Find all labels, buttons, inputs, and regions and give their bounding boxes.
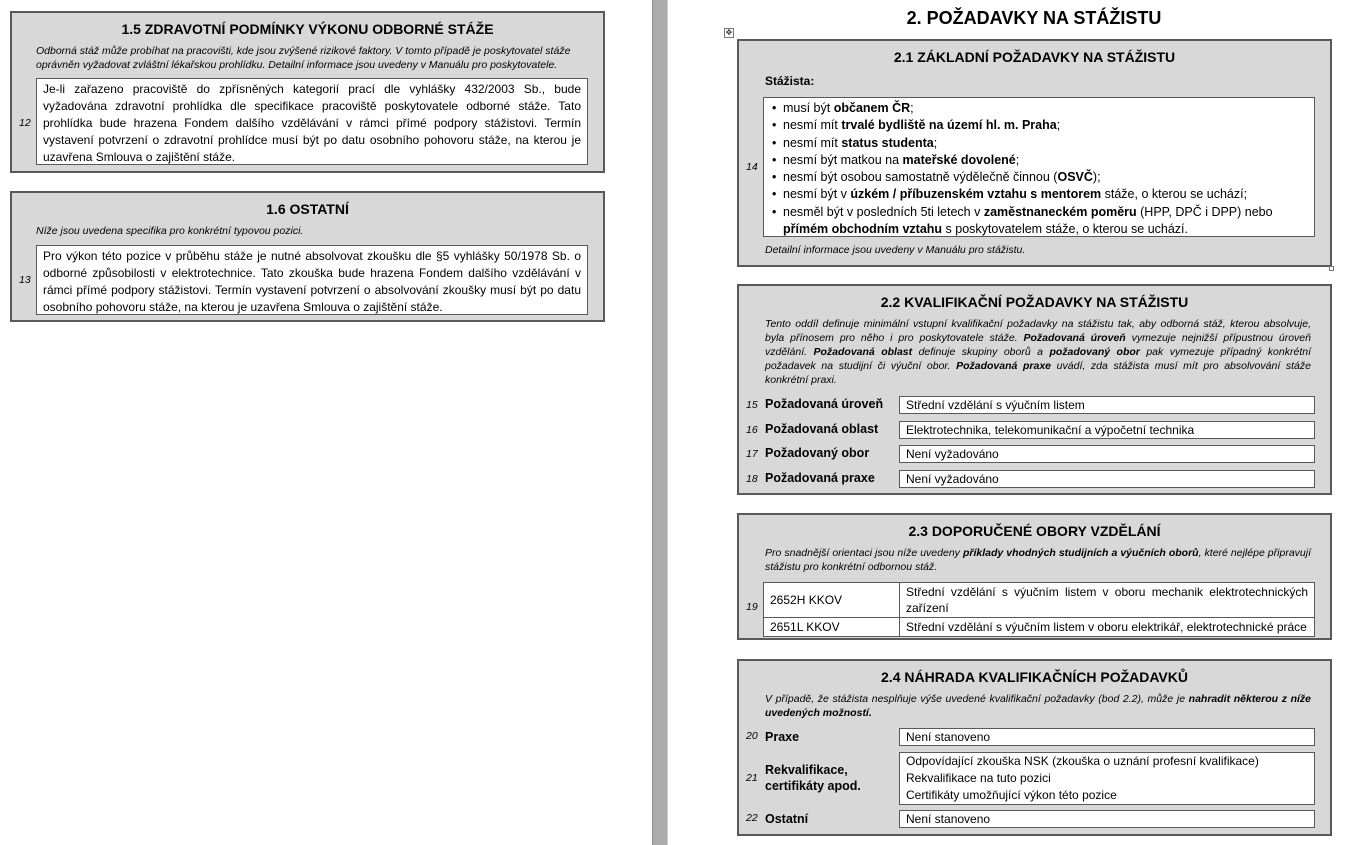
section-subtitle: Stážista: <box>765 74 815 88</box>
field-value: Není vyžadováno <box>899 470 1315 488</box>
section-title: 2.2 KVALIFIKAČNÍ POŽADAVKY NA STÁŽISTU <box>880 294 1189 310</box>
section-text: Je-li zařazeno pracoviště do zpřísněných kategorií prací dle vyhlášky 432/2003 Sb., bude vyžadována zdravotní prohlídka dle specifikace pracoviště poskytovatele odborné stáže. Tato prohlídka bude hrazena Fondem dalšího vzdělávání v rámci přímé podpory stážistovi. Termín vystavení potvrzení o zdravotní prohlídce musí být po datu osobního pohovoru stáže, na kterou je uzavřena Smlouva o zajištění stáže. <box>43 82 581 164</box>
field-value: Elektrotechnika, telekomunikační a výpočetní technika <box>899 421 1315 439</box>
section-intro <box>765 546 1311 574</box>
section-intro <box>765 692 1311 720</box>
field-line: Certifikáty umožňující výkon této pozice <box>906 788 1117 802</box>
requirements-list <box>764 98 1314 238</box>
text-run: pak vymezuje případný konkrétní požadavek na studijní či výuční obor. <box>765 346 1311 372</box>
field-value: Střední vzdělání s výučním listem <box>899 396 1315 414</box>
section-intro <box>765 317 1311 387</box>
row-number: 19 <box>746 601 758 613</box>
field-label: Požadovaná praxe <box>765 470 875 485</box>
field-label: Požadovaná úroveň <box>765 397 884 411</box>
text-run: ; <box>1056 118 1061 133</box>
section-2-1 <box>737 39 1332 267</box>
field-label: Požadovaný obor <box>765 446 870 460</box>
row-number: 15 <box>746 399 758 411</box>
row-number: 13 <box>19 274 31 286</box>
bold-text: OSVČ <box>1057 170 1093 185</box>
text-run: definuje skupiny oborů a <box>912 346 1050 358</box>
requirement-item <box>772 135 1314 152</box>
section-1-6 <box>10 191 605 322</box>
text-run: musí být <box>783 101 834 115</box>
code-cell: 2652H KKOV <box>764 583 900 618</box>
code-cell: 2651L KKOV <box>764 618 900 637</box>
row-number: 17 <box>746 448 758 460</box>
section-text: Pro výkon této pozice v průběhu stáže je nutné absolvovat zkoušku dle §5 vyhlášky 50/1978 Sb. o odborné způsobilosti v elektrotechnice. Tato zkouška bude hrazena Fondem dalšího vzdělávání v rámci přímé podpory stážistovi. Termín vystavení potvrzení o absolvování zkoušky musí být po datu osobního pohovoru stáže, na kterou je uzavřena Smlouva o zajištění stáže. <box>43 249 581 314</box>
bold-text: požadovaný obor <box>1049 346 1140 358</box>
bold-text: status studenta <box>841 135 934 150</box>
row-number: 22 <box>746 812 758 824</box>
text-run: (HPP, DPČ i DPP) nebo <box>1136 204 1273 219</box>
section-2-4 <box>737 659 1332 836</box>
row-number: 14 <box>746 161 758 173</box>
text-run: nesmí mít <box>783 135 842 150</box>
description-cell: Střední vzdělání s výučním listem v oboru elektrikář, elektrotechnické práce <box>900 618 1315 637</box>
field-line: Není stanoveno <box>906 812 991 826</box>
field-label: Ostatní <box>765 812 809 826</box>
text-run: nesměl být v posledních 5ti letech v <box>783 204 984 219</box>
text-run: nesmí být osobou samostatně výdělečně činnou ( <box>783 170 1058 185</box>
bold-text: Požadovaná praxe <box>956 360 1052 372</box>
bold-text: přímém obchodním vztahu <box>783 222 943 237</box>
requirement-item <box>772 117 1314 134</box>
text-run: nesmí být matkou na <box>783 152 903 167</box>
text-run: ; <box>910 101 914 115</box>
text-run: nesmí být v <box>783 187 851 202</box>
text-run: ); <box>1092 170 1101 185</box>
text-run: uvádí, zda stážista musí mít pro absolvování stáže konkrétní praxi. <box>765 360 1311 386</box>
bold-text: mateřské dovolené <box>902 152 1016 167</box>
page-divider <box>652 0 668 845</box>
section-2-3 <box>737 513 1332 640</box>
requirement-item <box>772 186 1314 203</box>
section-2-2 <box>737 284 1332 495</box>
table-row <box>764 583 1315 618</box>
text-run: stáže, o kterou se uchází; <box>1101 187 1248 202</box>
bold-text: úzkém / příbuzenském vztahu s mentorem <box>850 187 1102 202</box>
field-label: Rekvalifikace, certifikáty apod. <box>765 763 861 793</box>
bold-text: zaměstnaneckém poměru <box>983 204 1137 219</box>
bold-text: Požadovaná úroveň <box>1023 332 1126 344</box>
requirement-item <box>772 169 1314 186</box>
row-number: 20 <box>746 730 758 742</box>
section-title: 2.1 ZÁKLADNÍ POŽADAVKY NA STÁŽISTU <box>893 49 1176 65</box>
field-line: Rekvalifikace na tuto pozici <box>906 771 1051 785</box>
text-run: Pro snadnější orientaci jsou níže uvedeny <box>765 547 963 559</box>
table-row <box>764 618 1315 637</box>
bold-text: nahradit některou z níže uvedených možností. <box>765 693 1311 719</box>
bold-text: příklady vhodných studijních a výučních oborů <box>962 547 1199 559</box>
text-run: nesmí mít <box>783 118 842 133</box>
row-number: 12 <box>19 117 31 129</box>
page-title: 2. POŽADAVKY NA STÁŽISTU <box>906 8 1162 28</box>
field-value: Není vyžadováno <box>899 445 1315 463</box>
text-run: vymezuje nejnižší přípustnou úroveň vzdělání. <box>765 332 1311 358</box>
requirements-box <box>763 97 1315 237</box>
text-run: , které nejlépe připravují stážistu pro konkrétní odbornou stáž. <box>765 547 1311 573</box>
fields-table <box>763 582 1315 637</box>
requirement-item <box>772 100 1314 117</box>
field-value <box>899 810 1315 828</box>
section-title: 2.4 NÁHRADA KVALIFIKAČNÍCH POŽADAVKŮ <box>881 669 1188 685</box>
row-number: 18 <box>746 472 758 485</box>
field-line: Není stanoveno <box>906 730 991 744</box>
section-1-5 <box>10 11 605 173</box>
section-note: Detailní informace jsou uvedeny v Manuálu pro stážistu. <box>765 244 1026 256</box>
row-number: 21 <box>746 771 758 784</box>
section-title: 2.3 DOPORUČENÉ OBORY VZDĚLÁNÍ <box>908 523 1161 539</box>
section-intro: Odborná stáž může probíhat na pracovišti, kde jsou zvýšené rizikové faktory. V tomto případě je poskytovatel stáže oprávněn vyžadovat zvláštní lékařskou prohlídku. Detailní informace jsou uvedeny v Manuálu pro poskytovatele. <box>36 45 571 71</box>
field-label: Praxe <box>765 730 800 744</box>
text-run: V případě, že stážista nesplňuje výše uvedené kvalifikační požadavky (bod 2.2), může je <box>765 693 1189 705</box>
row-number: 16 <box>746 423 758 436</box>
text-box <box>36 78 588 165</box>
field-value <box>899 752 1315 805</box>
requirement-item <box>772 152 1314 169</box>
description-cell: Střední vzdělání s výučním listem v oboru mechanik elektrotechnických zařízení <box>900 583 1315 618</box>
field-value <box>899 728 1315 746</box>
text-run: s poskytovatelem stáže, o kterou se uchází. <box>942 222 1189 237</box>
field-line: Odpovídající zkouška NSK (zkouška o uznání profesní kvalifikace) <box>906 754 1259 768</box>
bold-text: občanem ČR <box>833 101 911 115</box>
resize-handle-icon[interactable] <box>1329 266 1334 271</box>
bold-text: trvalé bydliště na území hl. m. Praha <box>841 118 1057 133</box>
field-label: Požadovaná oblast <box>765 421 879 436</box>
text-run: ; <box>1015 152 1020 167</box>
section-title: 1.6 OSTATNÍ <box>266 201 349 217</box>
bold-text: Požadovaná oblast <box>813 346 913 358</box>
table-move-handle-icon[interactable]: ✥ <box>725 28 733 37</box>
text-run: Tento oddíl definuje minimální vstupní kvalifikační požadavky na stážistu tak, aby odborná stáž, kterou absolvuje, byla přínosem pro něho i pro poskytovatele stáže. <box>765 318 1311 344</box>
text-run: ; <box>933 135 938 150</box>
section-intro: Níže jsou uvedena specifika pro konkrétní typovou pozici. <box>36 225 304 237</box>
requirement-item <box>772 204 1314 239</box>
section-title: 1.5 ZDRAVOTNÍ PODMÍNKY VÝKONU ODBORNÉ STÁŽE <box>121 21 494 37</box>
text-box <box>36 245 588 315</box>
